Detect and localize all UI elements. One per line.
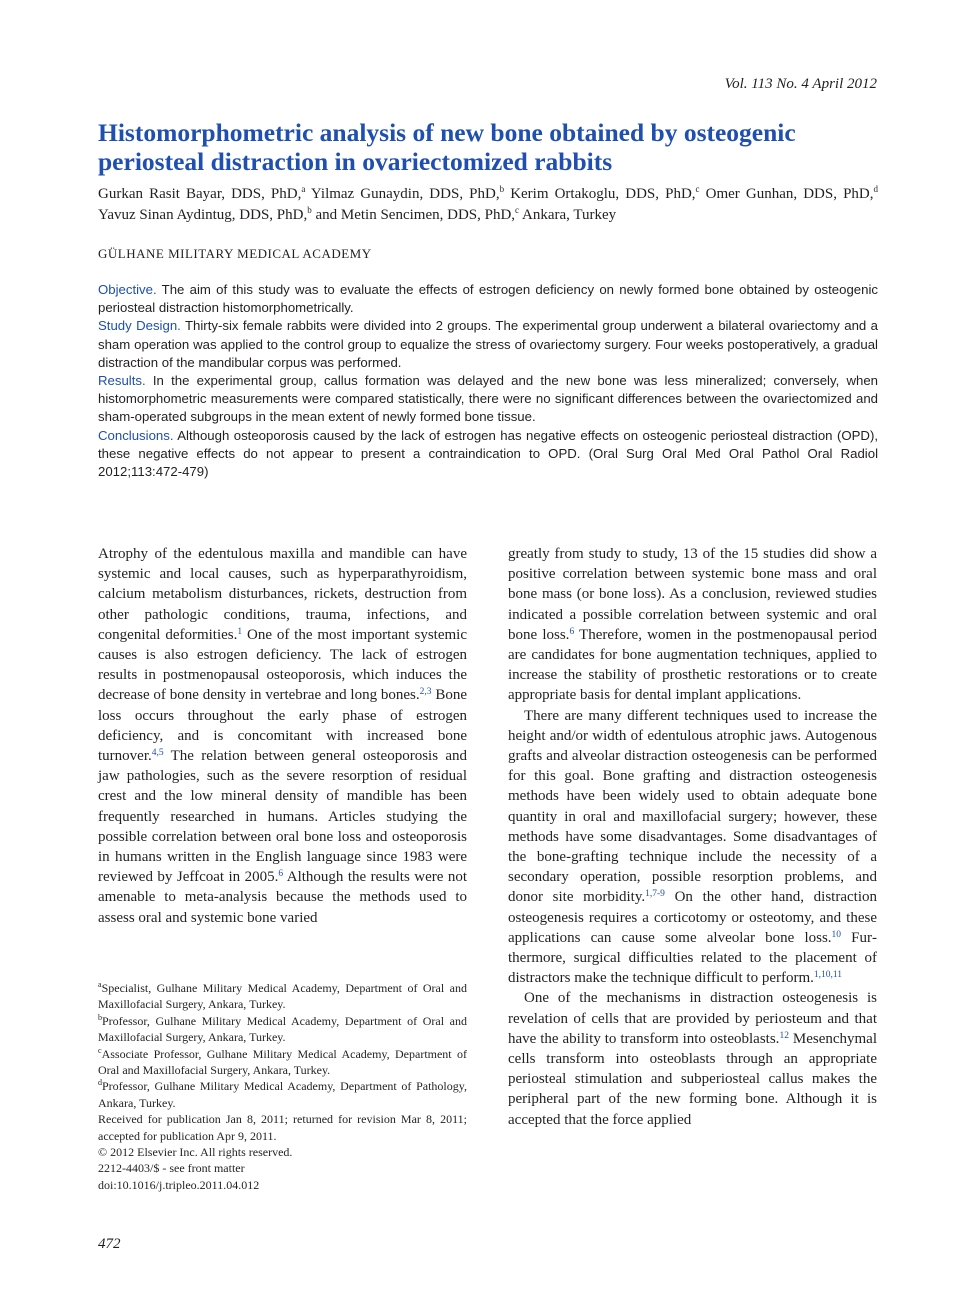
design-label: Study Design.: [98, 318, 181, 334]
footnote-text: Professor, Gulhane Military Medical Academy, Department of Oral and Maxillofacial Surgery, Ankara, Turkey.: [98, 1013, 467, 1045]
body-paragraph: [508, 544, 877, 706]
body-text: One of the mechanisms in distraction osteogenesis is revelation of cells that are provided by periosteum and that have the ability to transform into osteoblasts.: [508, 990, 877, 1047]
body-paragraph: [98, 544, 467, 928]
body-paragraph: [508, 706, 877, 989]
abstract-results: [98, 372, 878, 427]
footnote-c: [98, 1046, 467, 1079]
abstract: [98, 281, 878, 481]
body-text: Although the results were not amenable to meta-analysis because the methods used to assess oral and systemic bone varied: [98, 869, 467, 926]
results-text: In the experimental group, callus formation was delayed and the new bone was less mineralized; conversely, when histomorphometric measurements were compared statistically, there were no significant differences between the ovariectomized and sham-operated subgroups in the mean extent of newly formed bone tissue.: [98, 373, 878, 425]
results-label: Results.: [98, 373, 146, 389]
author-list: [98, 184, 878, 225]
author-sup: b: [307, 204, 312, 215]
page-number: 472: [98, 1236, 121, 1252]
objective-label: Objective.: [98, 282, 157, 297]
body-text: greatly from study to study, 13 of the 15 studies did show a positive correlation between systemic bone mass and oral bone mass (or bone loss). As a conclusion, reviewed studies indicated a possible correlation between systemic and oral bone loss.: [508, 546, 877, 643]
citation-link[interactable]: 10: [831, 929, 842, 940]
body-text: One of the most important systemic causes is also estrogen deficiency. The lack of estrogen results in postmenopausal osteoporosis, which induces the decrease of bone density in vertebrae and long bones.: [98, 626, 467, 704]
conclusions-text: Although osteoporosis caused by the lack of estrogen has negative effects on osteogenic periosteal distraction (OPD), these negative effects do not appear to present a contraindication to OPD. (Oral Surg Oral Med Oral Pathol Oral Radiol 2012;113:472-479): [98, 427, 878, 480]
footnote-a: [98, 980, 467, 1013]
objective-text: The aim of this study was to evaluate the effects of estrogen deficiency on newly formed bone obtained by osteogenic periosteal distraction histomorphometrically.: [98, 282, 878, 316]
body-text: The relation between general osteoporosis and jaw pathologies, such as the severe resorption of residual crest and the low mineral density of mandible has been frequently researched in humans. Articles studying the possible correlation between oral bone loss and osteoporosis in humans written in the English language since 1983 were reviewed by Jeffcoat in 2005.: [98, 748, 467, 886]
journal-issue: Vol. 113 No. 4 April 2012: [724, 76, 877, 92]
author-name[interactable]: Omer Gunhan, DDS, PhD,: [705, 186, 874, 202]
citation-link[interactable]: 6: [278, 869, 284, 880]
footnote-marker: a: [98, 980, 102, 989]
abstract-objective: [98, 281, 878, 317]
author-name[interactable]: Yilmaz Gunaydin, DDS, PhD,: [310, 186, 500, 202]
author-name[interactable]: Yavuz Sinan Aydintug, DDS, PhD,: [98, 206, 308, 223]
footnote-marker: b: [98, 1012, 102, 1022]
footnotes: [98, 980, 467, 1193]
conclusions-label: Conclusions.: [98, 427, 174, 443]
citation-link[interactable]: 4,5: [151, 748, 164, 759]
footnote-text: Associate Professor, Gulhane Military Medical Academy, Department of Oral and Maxillofacial Surgery, Ankara, Turkey.: [98, 1046, 467, 1078]
body-paragraph: [508, 988, 877, 1129]
author-location: Ankara, Turkey: [521, 206, 617, 223]
body-column-right: [508, 544, 877, 1130]
citation-link[interactable]: 1: [237, 626, 243, 637]
abstract-design: [98, 317, 878, 372]
author-name[interactable]: and Metin Sencimen, DDS, PhD,: [315, 206, 516, 223]
citation-link[interactable]: 1,7-9: [645, 889, 665, 900]
received-dates: Received for publication Jan 8, 2011; returned for revision Mar 8, 2011; accepted for publication Apr 9, 2011.: [98, 1112, 467, 1143]
author-sup: d: [873, 184, 878, 194]
body-text: Therefore, women in the postmenopausal period are candidates for bone augmentation techniques, applied to increase the stability of prosthetic restorations or to create appropriate basis for dental implant applications.: [508, 626, 877, 704]
copyright: © 2012 Elsevier Inc. All rights reserved.: [98, 1145, 293, 1160]
footnote-text: Specialist, Gulhane Military Medical Academy, Department of Oral and Maxillofacial Surgery, Ankara, Turkey.: [98, 981, 467, 1012]
footnote-marker: c: [98, 1045, 102, 1055]
footnote-b: [98, 1013, 467, 1046]
author-sup: c: [515, 204, 520, 215]
author-name[interactable]: Gurkan Rasit Bayar, DDS, PhD,: [98, 186, 302, 202]
author-sup: a: [301, 184, 306, 194]
citation-link[interactable]: 12: [779, 1030, 789, 1041]
body-text: Furthermore, surgical difficulties related to the placement of distractors make the technique difficult to perform.: [508, 929, 878, 987]
author-sup: b: [499, 184, 505, 194]
affiliation: GÜLHANE MILITARY MEDICAL ACADEMY: [98, 246, 372, 261]
issn: 2212-4403/$ - see front matter: [98, 1161, 245, 1176]
author-sup: c: [695, 184, 700, 194]
citation-link[interactable]: 2,3: [419, 687, 432, 698]
footnote-text: Professor, Gulhane Military Medical Academy, Department of Pathology, Ankara, Turkey.: [98, 1079, 467, 1110]
footnote-d: [98, 1078, 467, 1111]
doi-link[interactable]: doi:10.1016/j.tripleo.2011.04.012: [98, 1177, 260, 1192]
article-title: Histomorphometric analysis of new bone obtained by osteogenic periosteal distraction in ovariectomized rabbits: [98, 118, 796, 176]
body-column-left: [98, 544, 467, 928]
citation-link[interactable]: 6: [569, 626, 575, 637]
author-name[interactable]: Kerim Ortakoglu, DDS, PhD,: [510, 186, 696, 202]
body-text: Mesenchymal cells transform into osteoblasts through an appropriate periosteal stimulation and subperiosteal callus makes the peripheral part of the new forming bone. Although it is accepted that the force applied: [508, 1030, 878, 1128]
citation-link[interactable]: 1,10,11: [813, 970, 843, 981]
body-text: On the other hand, distraction osteogenesis requires a corticotomy or osteotomy, and these applications can cause some alveolar bone loss.: [508, 889, 877, 946]
design-text: Thirty-six female rabbits were divided into 2 groups. The experimental group underwent a bilateral ovariectomy and a sham operation was applied to the control group to equalize the stress of ovariectomy surgery. Four weeks postoperatively, a gradual distraction of the mandibular corpus was performed.: [98, 318, 878, 370]
body-text: Atrophy of the edentulous maxilla and mandible can have systemic and local causes, such as hyperparathyroidism, calcium metabolism disturbances, rickets, destruction from other pathologic conditions, trauma, infections, and congenital deformities.: [98, 546, 467, 643]
body-text: Bone loss occurs throughout the early phase of estrogen deficiency, and is concomitant with increased bone turnover.: [98, 687, 467, 765]
abstract-conclusions: [98, 427, 878, 482]
body-text: There are many different techniques used to increase the height and/or width of edentulous atrophic jaws. Autogenous grafts and alveolar distraction osteogenesis can be performed for this goal. Bone grafting and distraction osteogenesis methods have been widely used to obtain adequate bone quantity in oral and maxillofacial surgery; however, these methods have some disadvantages. Some disadvantages of the bone-grafting technique include the necessity of a secondary operation, possible resorption problems, and donor site morbidity.: [508, 707, 877, 906]
footnote-marker: d: [98, 1078, 102, 1088]
